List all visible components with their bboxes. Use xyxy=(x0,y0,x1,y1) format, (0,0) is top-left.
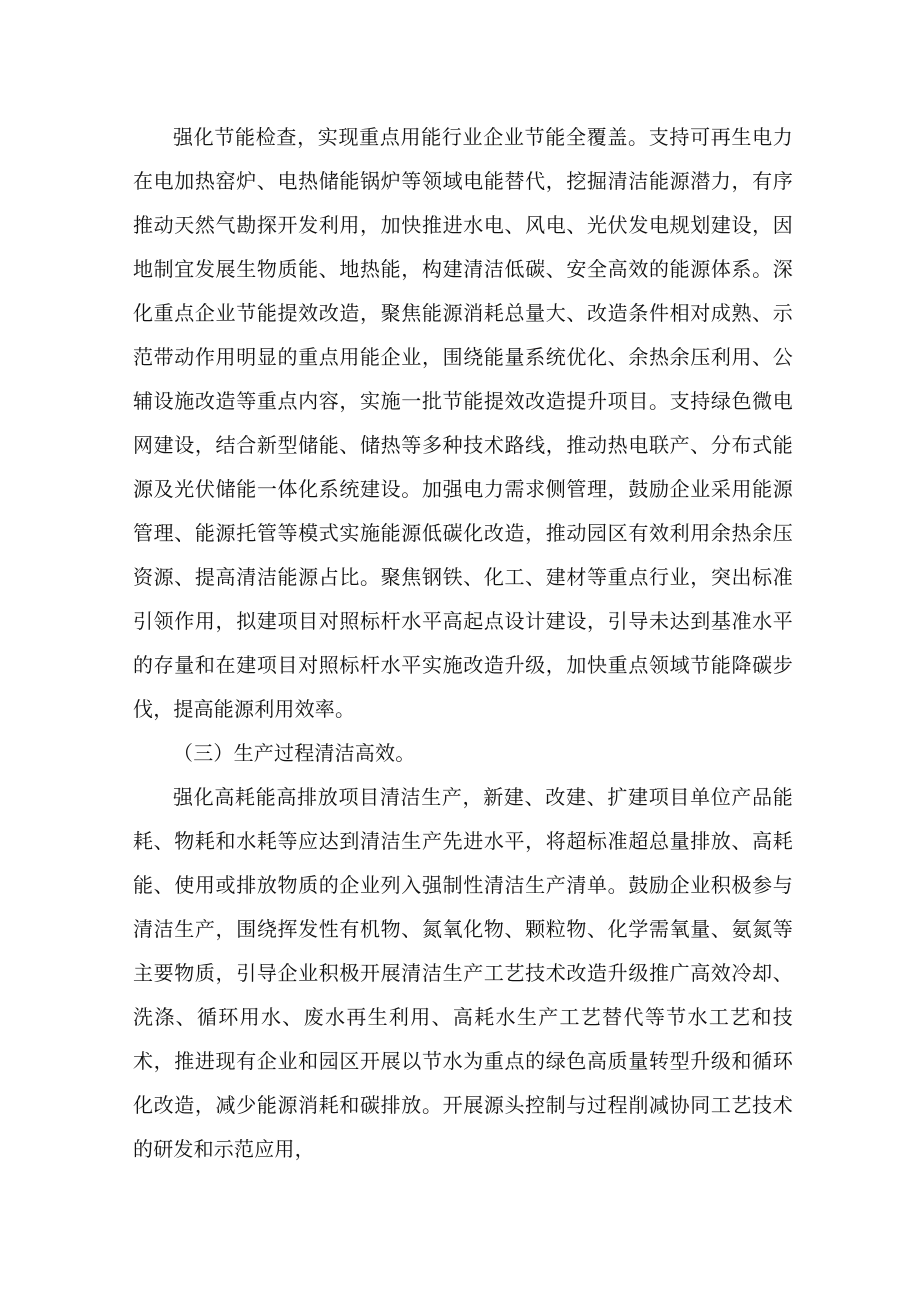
paragraph-clean-production: 强化高耗能高排放项目清洁生产，新建、改建、扩建项目单位产品能耗、物耗和水耗等应达到清洁生产先进水平，将超标准超总量排放、高耗能、使用或排放物质的企业列入强制性清洁生产清单。鼓励企业积极参与清洁生产，围绕挥发性有机物、氮氧化物、颗粒物、化学需氧量、氨氮等主要物质，引导企业积极开展清洁生产工艺技术改造升级推广高效冷却、洗涤、循环用水、废水再生利用、高耗水生产工艺替代等节水工艺和技术，推进现有企业和园区开展以节水为重点的绿色高质量转型升级和循环化改造，减少能源消耗和碳排放。开展源头控制与过程削减协同工艺技术的研发和示范应用， xyxy=(133,785,793,1161)
document-body xyxy=(133,115,793,1171)
paragraph-energy-efficiency: 强化节能检查，实现重点用能行业企业节能全覆盖。支持可再生电力在电加热窑炉、电热储能锅炉等领域电能替代，挖掘清洁能源潜力，有序推动天然气勘探开发利用，加快推进水电、风电、光伏发电规划建设，因地制宜发展生物质能、地热能，构建清洁低碳、安全高效的能源体系。深化重点企业节能提效改造，聚焦能源消耗总量大、改造条件相对成熟、示范带动作用明显的重点用能企业，围绕能量系统优化、余热余压利用、公辅设施改造等重点内容，实施一批节能提效改造提升项目。支持绿色微电网建设，结合新型储能、储热等多种技术路线，推动热电联产、分布式能源及光伏储能一体化系统建设。加强电力需求侧管理，鼓励企业采用能源管理、能源托管等模式实施能源低碳化改造，推动园区有效利用余热余压资源、提高清洁能源占比。聚焦钢铁、化工、建材等重点行业，突出标准引领作用，拟建项目对照标杆水平高起点设计建设，引导未达到基准水平的存量和在建项目对照标杆水平实施改造升级，加快重点领域节能降碳步伐，提高能源利用效率。 xyxy=(133,125,793,721)
section-heading: （三）生产过程清洁高效。 xyxy=(173,741,416,765)
